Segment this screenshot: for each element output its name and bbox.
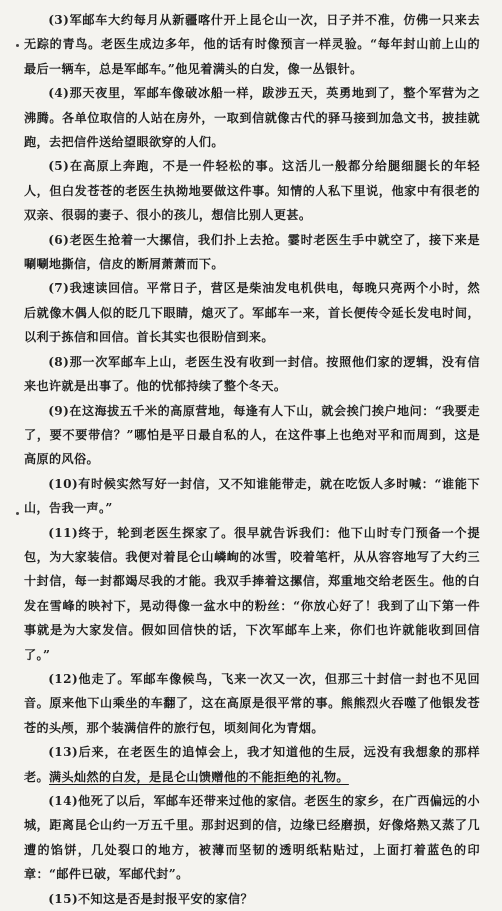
- paragraph-6: (6)老医生抢着一大摞信，我们扑上去抢。霎时老医生手中就空了，接下来是唰唰地撕信，信皮的断屑萧萧而下。: [24, 232, 480, 272]
- paragraph-9: (9)在这海拔五千米的高原营地，每逢有人下山，就会挨门挨户地问：“我要走了，要不要带信？”哪怕是平日最自私的人，在这件事上也绝对平和而周到，这是高原的风俗。: [24, 403, 480, 467]
- scan-speck: [16, 512, 19, 515]
- scan-speck: [16, 44, 19, 47]
- paragraph-10: (10)有时候实然写好一封信，又不知谁能带走，就在吃饭人多时喊：“谁能下山，告我一声。”: [24, 476, 480, 516]
- paragraph-8: (8)那一次军邮车上山，老医生没有收到一封信。按照他们家的逻辑，没有信来也许就是出事了。他的忧郁持续了整个冬天。: [24, 354, 480, 394]
- paragraph-15: (15)不知这是否是封报平安的家信？: [48, 891, 253, 906]
- paragraph-3: (3)军邮车大约每月从新疆喀什开上昆仑山一次，日子并不准，仿佛一只来去无踪的青鸟。老医生成边多年，他的话有时像预言一样灵验。“每年封山前上山的最后一辆车，总是军邮车。”他见着满头的白发，像一丛银针。: [24, 13, 480, 76]
- paragraph-7: (7)我速读回信。平常日子，营区是柴油发电机供电，每晚只亮两个小时，然后就像木偶人似的眨几下眼睛，熄灭了。军邮车一来，首长便传令延长发电时间，以利于拣信和回信。首长其实也很盼信到来。: [24, 281, 480, 345]
- underlined-sentence: 满头灿然的白发，是昆仑山馈赠他的不能拒绝的礼物。: [49, 769, 349, 784]
- paragraph-13-text: (13)后来，在老医生的追悼会上，我才知道他的生辰，远没有我想象的那样老。: [24, 745, 480, 784]
- paragraph-4: (4)那天夜里，军邮车像破冰船一样，跋涉五天，英勇地到了，整个军营为之沸腾。各单位取信的人站在房外，一取到信就像古代的驿马接到加急文书，披挂就跑，去把信件送给望眼欲穿的人们。: [24, 86, 480, 150]
- paragraph-11: (11)终于，轮到老医生探家了。很早就告诉我们：他下山时专门预备一个提包，为大家装信。我便对着昆仑山嶙峋的冰雪，咬着笔杆，从从容容地写了大约三十封信，每一封都竭尽我的才能。我双手捧着这摞信，郑重地交给老医生。他的白发在雪峰的映衬下，晃动得像一盆水中的粉丝：“你放心好了！我到了山下第一件事就是为大家发信。假如回信快的话，下次军邮车上来，你们也许就能收到回信了。”: [24, 525, 480, 662]
- paragraph-5: (5)在高原上奔跑，不是一件轻松的事。这活儿一般都分给腿细腿长的年轻人，但白发苍苍的老医生执拗地要做这件事。知情的人私下里说，他家中有很老的双亲、很弱的妻子、很小的孩儿，想信比别人更甚。: [24, 159, 480, 223]
- paragraph-13: [24, 740, 480, 789]
- paragraph-14: (14)他死了以后，军邮车还带来过他的家信。老医生的家乡，在广西偏远的小城，距离昆仑山约一万五千里。那封迟到的信，边缘已经磨损，好像烙熟又蒸了几遭的馅饼，几处裂口的地方，被薄而坚韧的透明纸粘贴过，上面打着蓝色的印章：“邮件已破，军邮代封”。: [24, 794, 480, 882]
- paragraph-12: (12)他走了。军邮车像候鸟，飞来一次又一次，但那三十封信一封也不见回音。原来他下山乘坐的车翻了，这在高原是很平常的事。熊熊烈火吞噬了他银发苍苍的头颅，那个装满信件的旅行包，顷刻间化为青烟。: [24, 671, 480, 735]
